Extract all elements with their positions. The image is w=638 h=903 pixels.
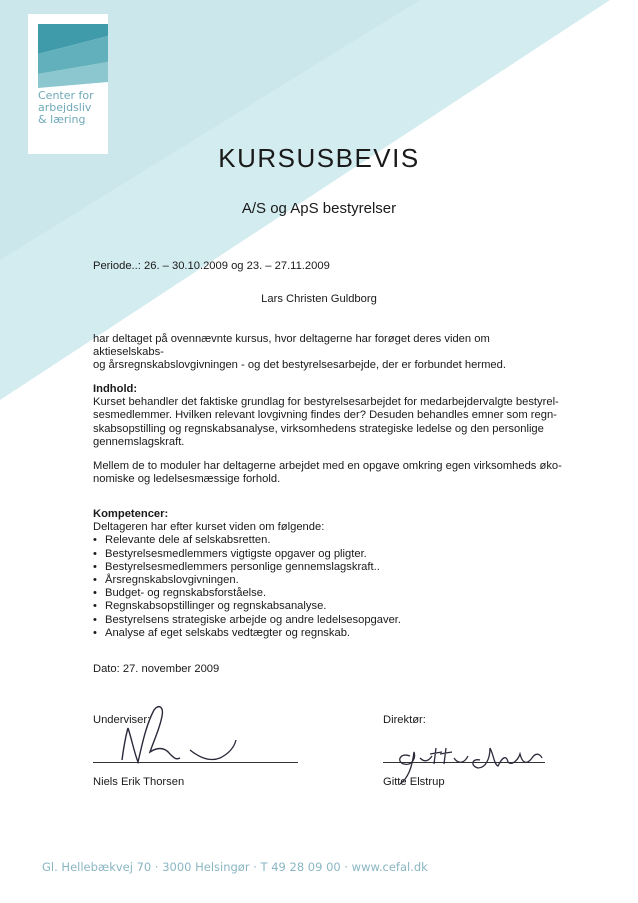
text-line: har deltaget på ovennævnte kursus, hvor deltagerne har forøget deres viden om aktieselskabs- bbox=[93, 333, 490, 359]
logo-mark bbox=[28, 14, 108, 154]
content-section bbox=[93, 383, 563, 449]
left-signature bbox=[110, 700, 250, 775]
list-item: • Bestyrelsesmedlemmers vigtigste opgaver og pligter. bbox=[93, 548, 563, 561]
logo-line: Center for bbox=[38, 89, 94, 102]
logo-line: & læring bbox=[38, 113, 86, 126]
text-line: Kurset behandler det faktiske grundlag for bestyrelsesarbejdet for medarbejdervalgte bestyrel- bbox=[93, 396, 559, 409]
left-signature-name: Niels Erik Thorsen bbox=[93, 776, 185, 788]
list-item: • Analyse af eget selskabs vedtægter og regnskab. bbox=[93, 627, 563, 640]
text-line: og årsregnskabslovgivningen - og det bestyrelsesarbejde, der er forbundet hermed. bbox=[93, 359, 506, 372]
footer-address: Gl. Hellebækvej 70 · 3000 Helsingør · T 49 28 09 00 · www.cefal.dk bbox=[42, 860, 428, 874]
competencies-heading: Kompetencer: bbox=[93, 508, 169, 520]
right-signature-name: Gitte Elstrup bbox=[383, 776, 445, 788]
course-subtitle: A/S og ApS bestyrelser bbox=[241, 200, 397, 217]
left-signature-label: Underviser: bbox=[93, 714, 151, 726]
logo-line: arbejdsliv bbox=[38, 101, 92, 114]
list-item: • Relevante dele af selskabsretten. bbox=[93, 534, 563, 547]
participant-name: Lars Christen Guldborg bbox=[261, 293, 377, 305]
list-item: • Bestyrelsesmedlemmers personlige gennemslagskraft.. bbox=[93, 561, 563, 574]
text-line: gennemslagskraft. bbox=[93, 435, 185, 448]
logo-text bbox=[38, 90, 94, 126]
text-line: nomiske og ledelsesmæssige forhold. bbox=[93, 473, 281, 486]
right-signature-label: Direktør: bbox=[383, 714, 426, 726]
text-line: skabsopstilling og regnskabsanalyse, virksomhedens strategiske ledelse og den personlige bbox=[93, 422, 544, 435]
competencies-list bbox=[93, 534, 563, 640]
list-item: • Bestyrelsens strategiske arbejde og andre ledelsesopgaver. bbox=[93, 614, 563, 627]
date: Dato: 27. november 2009 bbox=[93, 663, 220, 675]
list-item: • Budget- og regnskabsforståelse. bbox=[93, 587, 563, 600]
competencies-intro: Deltageren har efter kurset viden om følgende: bbox=[93, 521, 325, 534]
right-signature bbox=[390, 728, 550, 788]
list-item: • Årsregnskabslovgivningen. bbox=[93, 574, 563, 587]
text-line: Mellem de to moduler har deltagerne arbejdet med en opgave omkring egen virksomheds øko- bbox=[93, 460, 562, 472]
content-heading: Indhold: bbox=[93, 383, 138, 395]
competencies-section bbox=[93, 508, 563, 640]
certificate-title: KURSUSBEVIS bbox=[218, 143, 420, 173]
text-line: sesmedlemmer. Hvilken relevant lovgivning findes der? Desuden behandles emner som regn- bbox=[93, 409, 557, 422]
intro-paragraph bbox=[93, 333, 563, 373]
period: Periode..: 26. – 30.10.2009 og 23. – 27.11.2009 bbox=[93, 260, 330, 272]
list-item: • Regnskabsopstillinger og regnskabsanalyse. bbox=[93, 600, 563, 613]
modules-paragraph bbox=[93, 460, 563, 486]
